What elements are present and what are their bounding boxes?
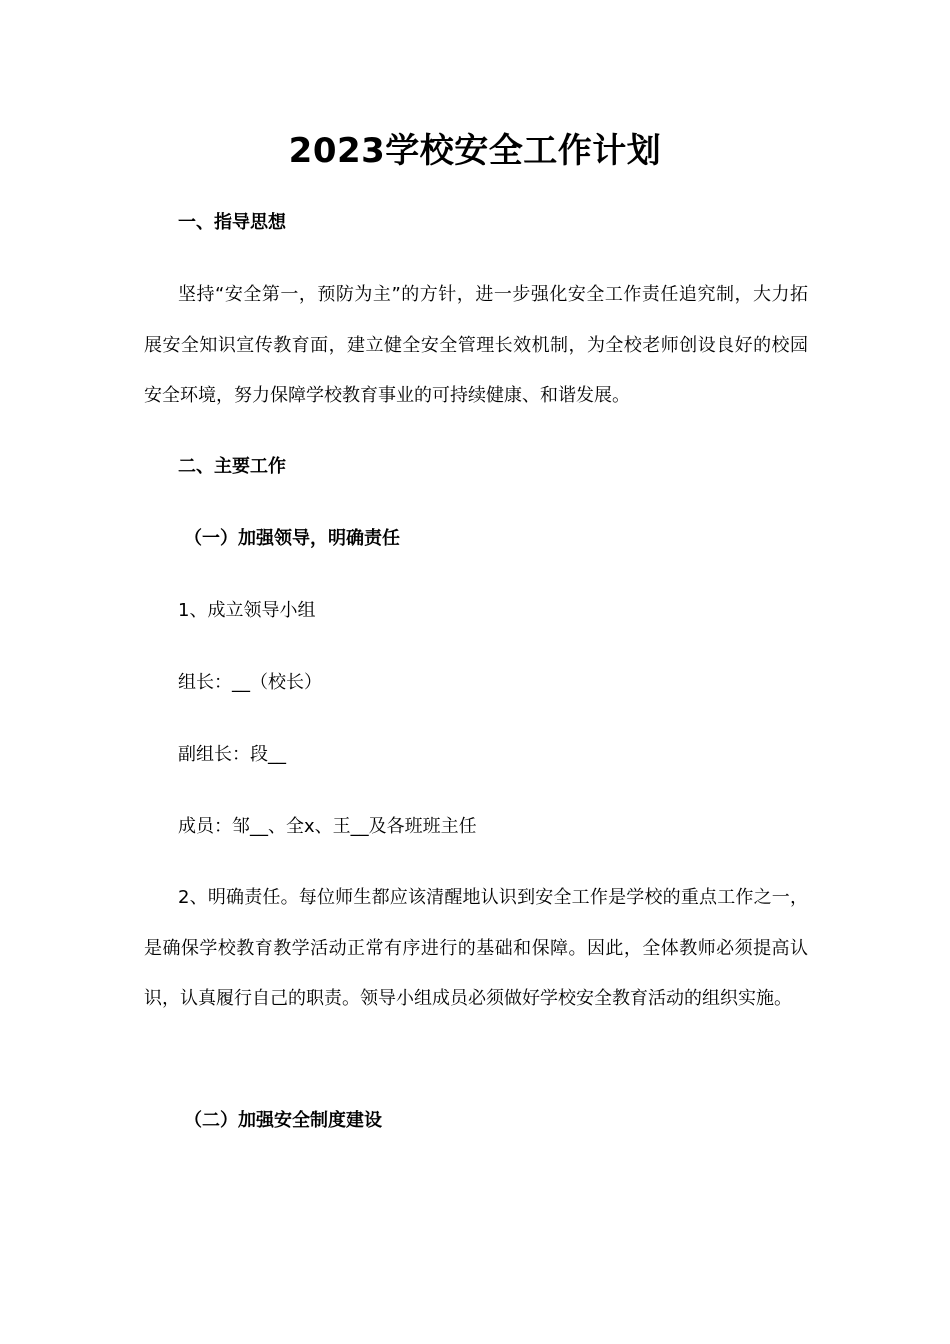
subsection-heading-safety-system: （二）加强安全制度建设: [184, 1110, 382, 1131]
subsection-heading-leadership: （一）加强领导，明确责任: [184, 528, 400, 549]
paragraph-clarify-responsibility: 2、明确责任。每位师生都应该清醒地认识到安全工作是学校的重点工作之一，是确保学校教育教学活动正常有序进行的基础和保障。因此，全体教师必须提高认识，认真履行自己的职责。领导小组成员必须做好学校安全教育活动的组织实施。: [144, 887, 808, 1009]
item-establish-group: 1、成立领导小组: [178, 600, 316, 621]
document-title: 2023学校安全工作计划: [288, 131, 662, 171]
members-line: 成员：邹__、全x、王__及各班班主任: [178, 816, 477, 837]
paragraph-guiding-ideology: 坚持“安全第一，预防为主”的方针，进一步强化安全工作责任追究制，大力拓展安全知识宣传教育面，建立健全安全管理长效机制，为全校老师创设良好的校园安全环境，努力保障学校教育事业的可持续健康、和谐发展。: [144, 284, 808, 406]
section-heading-guiding-ideology: 一、指导思想: [178, 212, 286, 233]
group-leader-line: 组长：__（校长）: [178, 672, 322, 693]
deputy-leader-line: 副组长：段__: [178, 744, 286, 765]
section-heading-main-work: 二、主要工作: [178, 456, 286, 477]
